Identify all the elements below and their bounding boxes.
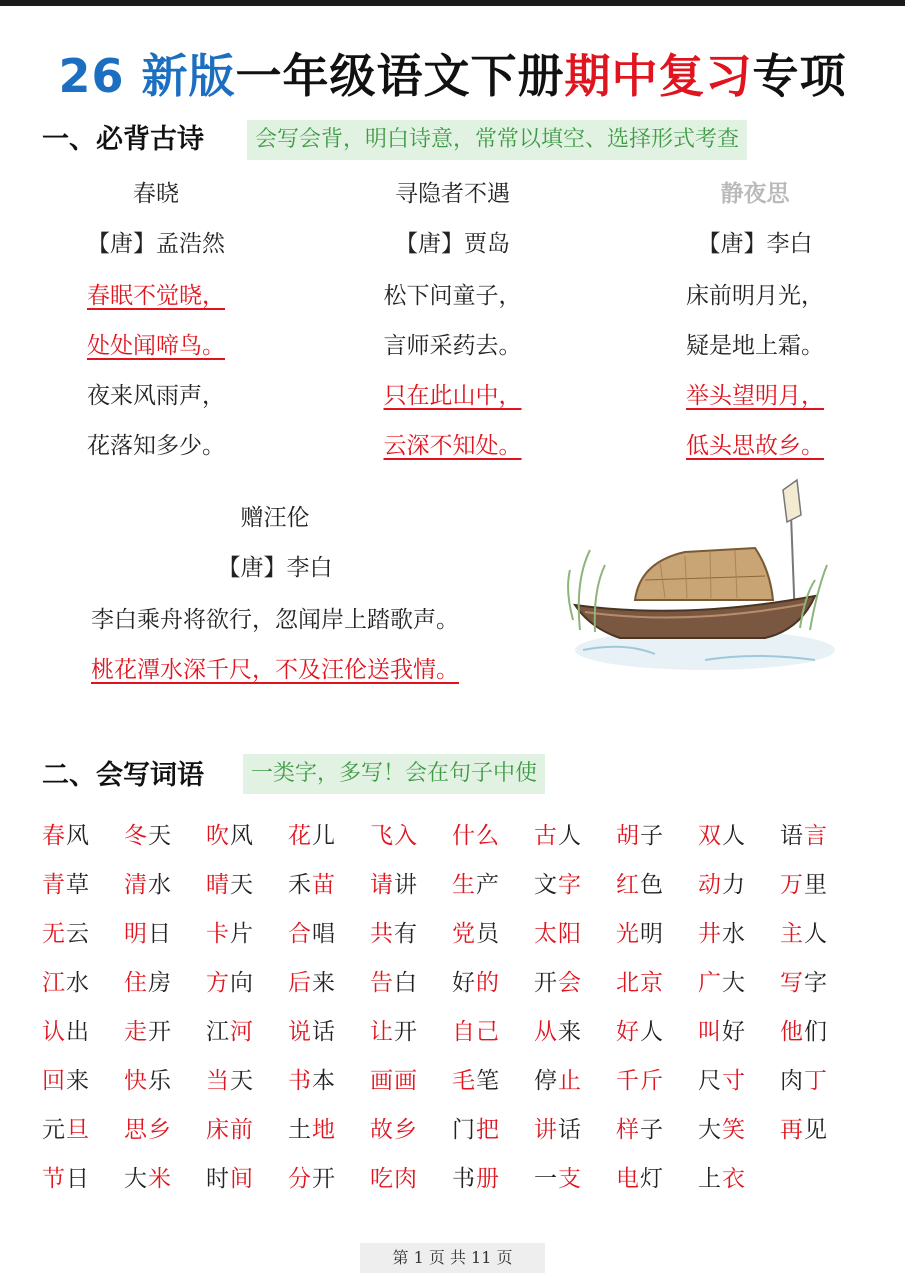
vocab-word: 千斤 [616,1068,664,1094]
poem-line: 松下问童子， [383,283,522,309]
vocab-word: 讲话 [534,1117,582,1143]
vocab-word: 大笑 [698,1117,746,1143]
poem-line: 处处闻啼鸟。 [87,333,225,359]
vocab-word: 好的 [452,970,500,996]
vocab-word: 尺寸 [698,1068,746,1094]
vocab-word: 自己 [452,1019,500,1045]
vocab-word: 合唱 [288,921,336,947]
poem-line: 桃花潭水深千尺，不及汪伦送我情。 [91,657,459,683]
vocab-word: 住房 [124,970,172,996]
boat-illustration [565,470,835,680]
title-highlight: 期中复习 [564,49,753,103]
poem-title: 赠汪伦 [240,505,310,531]
vocab-word: 晴天 [206,872,254,898]
vocab-word: 方向 [206,970,254,996]
vocab-word: 样子 [616,1117,664,1143]
section2-heading: 二、会写词语 [42,760,204,791]
poem-author: 【唐】贾岛 [395,231,510,257]
vocab-word: 胡子 [616,823,664,849]
section1-heading: 一、必背古诗 [42,124,204,155]
vocab-word: 一支 [534,1166,582,1192]
poem-jingyesi [655,176,855,478]
page-title [0,46,905,106]
page-footer: 第 1 页 共 11 页 [360,1243,545,1273]
vocab-word: 叫好 [698,1019,746,1045]
poem-author: 【唐】李白 [217,555,333,581]
poem-line: 举头望明月， [686,383,824,409]
poem-author: 【唐】孟浩然 [87,231,225,257]
title-grade: 一年级语文下册 [235,49,565,103]
vocab-word: 故乡 [370,1117,418,1143]
poem-line: 花落知多少。 [87,433,225,459]
poem-line: 云深不知处。 [383,433,522,459]
vocab-word: 春风 [42,823,90,849]
vocab-word: 光明 [616,921,664,947]
vocab-word: 万里 [780,872,828,898]
word-grid [42,812,862,1204]
vocab-word: 元旦 [42,1117,90,1143]
poem-title: 静夜思 [720,180,790,207]
vocab-word: 画画 [370,1068,418,1094]
vocab-word: 上衣 [698,1166,746,1192]
poem-title: 春晓 [133,181,179,207]
vocab-word: 大米 [124,1166,172,1192]
poem-line: 床前明月光， [686,283,824,309]
vocab-word: 红色 [616,872,664,898]
vocab-word: 停止 [534,1068,582,1094]
vocab-word: 电灯 [616,1166,664,1192]
poem-author: 【唐】李白 [697,231,813,257]
vocab-word: 好人 [616,1019,664,1045]
vocab-word: 床前 [206,1117,254,1143]
vocab-word: 肉丁 [780,1068,828,1094]
vocab-word: 土地 [288,1117,336,1143]
vocab-word: 时间 [206,1166,254,1192]
vocab-word: 吹风 [206,823,254,849]
top-border [0,0,905,6]
vocab-word: 从来 [534,1019,582,1045]
vocab-word: 井水 [698,921,746,947]
vocab-word: 书册 [452,1166,500,1192]
vocab-word: 门把 [452,1117,500,1143]
vocab-word: 说话 [288,1019,336,1045]
vocab-word: 动力 [698,872,746,898]
poem-xunyinzhe [345,176,560,478]
vocab-word: 认出 [42,1019,90,1045]
vocab-word: 节日 [42,1166,90,1192]
vocab-word: 花儿 [288,823,336,849]
vocab-word: 北京 [616,970,664,996]
vocab-word: 党员 [452,921,500,947]
vocab-word: 什么 [452,823,500,849]
vocab-word: 古人 [534,823,582,849]
vocab-word: 双人 [698,823,746,849]
poem-line: 疑是地上霜。 [686,333,824,359]
vocab-word: 禾苗 [288,872,336,898]
vocab-word: 书本 [288,1068,336,1094]
poem-title: 寻隐者不遇 [395,181,510,207]
vocab-word: 江河 [206,1019,254,1045]
poem-line: 春眠不觉晓， [87,283,225,309]
vocab-word: 走开 [124,1019,172,1045]
vocab-word: 请讲 [370,872,418,898]
vocab-word: 清水 [124,872,172,898]
vocab-word: 吃肉 [370,1166,418,1192]
vocab-word: 后来 [288,970,336,996]
vocab-word: 写字 [780,970,828,996]
vocab-word: 江水 [42,970,90,996]
vocab-word: 语言 [780,823,828,849]
poem-chunxiao [56,176,256,478]
section2-tag: 一类字，多写！会在句子中使 [243,754,545,794]
vocab-word: 让开 [370,1019,418,1045]
vocab-word: 无云 [42,921,90,947]
vocab-word: 再见 [780,1117,828,1143]
vocab-word: 太阳 [534,921,582,947]
vocab-word: 思乡 [124,1117,172,1143]
vocab-word: 冬天 [124,823,172,849]
vocab-word: 毛笔 [452,1068,500,1094]
vocab-word: 文字 [534,872,582,898]
section1-tag: 会写会背，明白诗意，常常以填空、选择形式考查 [247,120,747,160]
poem-line: 只在此山中， [383,383,522,409]
vocab-word: 快乐 [124,1068,172,1094]
vocab-word: 卡片 [206,921,254,947]
vocab-word: 开会 [534,970,582,996]
vocab-word: 主人 [780,921,828,947]
vocab-word: 回来 [42,1068,90,1094]
poem-line: 夜来风雨声， [87,383,225,409]
vocab-word: 明日 [124,921,172,947]
poem-line: 低头思故乡。 [686,433,824,459]
vocab-word: 告白 [370,970,418,996]
vocab-word: 共有 [370,921,418,947]
vocab-word: 广大 [698,970,746,996]
poem-zengwanglun [40,500,510,702]
vocab-word: 当天 [206,1068,254,1094]
poem-line: 李白乘舟将欲行，忽闻岸上踏歌声。 [91,607,459,633]
vocab-word: 分开 [288,1166,336,1192]
vocab-word: 他们 [780,1019,828,1045]
poem-line: 言师采药去。 [383,333,522,359]
vocab-word: 青草 [42,872,90,898]
vocab-word: 生产 [452,872,500,898]
title-suffix: 专项 [752,49,847,103]
vocab-word: 飞入 [370,823,418,849]
title-edition: 26 新版 [58,49,236,103]
